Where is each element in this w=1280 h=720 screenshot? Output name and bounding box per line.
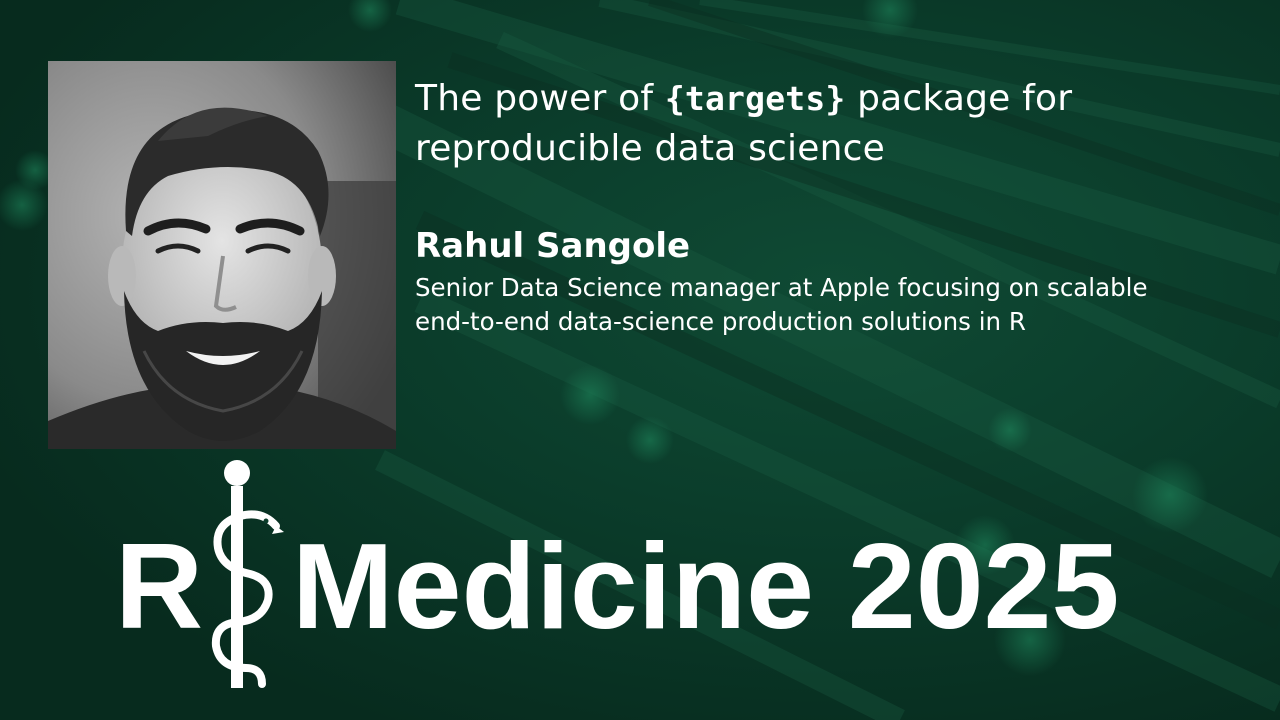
speaker-name: Rahul Sangole — [415, 226, 691, 266]
rod-of-asclepius-icon — [216, 460, 284, 688]
logo-wordmark: Medicine 2025 — [292, 518, 1120, 654]
speaker-bio: Senior Data Science manager at Apple focusing on scalable end-to-end data-science production solutions in R — [415, 273, 1148, 336]
package-name-code: {targets} — [664, 79, 846, 118]
talk-title-suffix: package for reproducible data science — [415, 78, 1073, 169]
talk-title-prefix: The power of — [415, 78, 665, 119]
logo-letter-r: R — [115, 518, 204, 654]
